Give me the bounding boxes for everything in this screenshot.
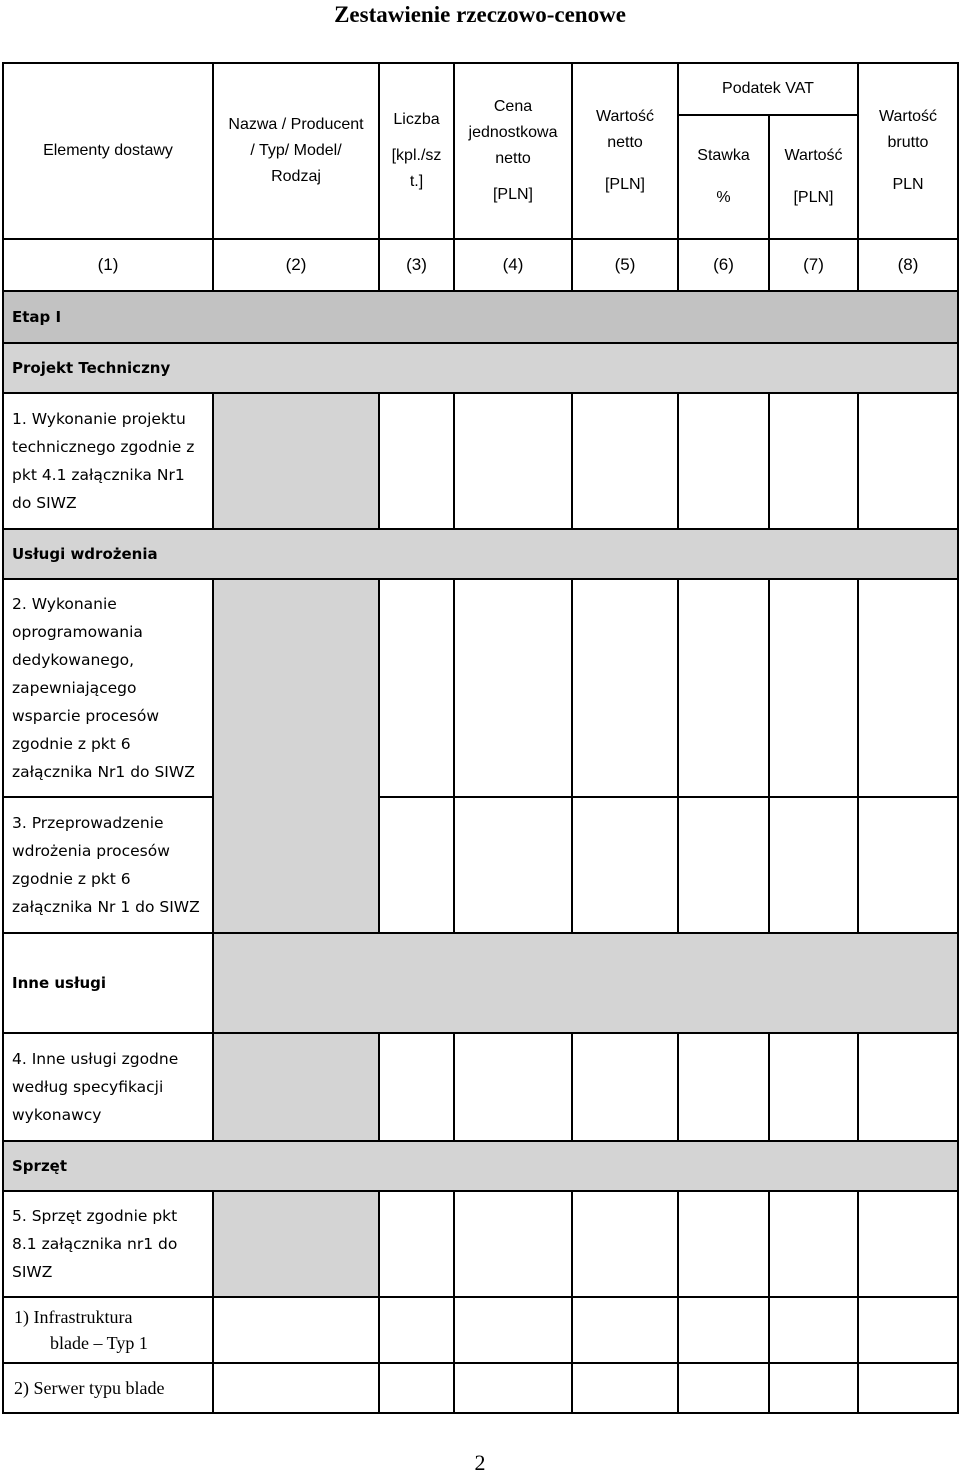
item-cell-stawka[interactable] [678,1191,769,1297]
header-wartosc-netto: Wartość netto [PLN] [572,63,678,239]
document-title: Zestawienie rzeczowo-cenowe [334,2,626,27]
table-row [3,1191,958,1297]
section-row-uslugi-wdrozenia [3,529,958,579]
table-row [3,1363,958,1413]
item-cell-liczba[interactable] [379,393,454,529]
column-number: (6) [678,239,769,291]
section-label-uslugi-wdrozenia: Usługi wdrożenia [3,529,958,579]
section-label-sprzet: Sprzęt [3,1141,958,1191]
section-row-projekt [3,343,958,393]
item-cell-cena[interactable] [454,1297,572,1363]
table-row [3,1297,958,1363]
item-cell-cena[interactable] [454,393,572,529]
item-cell-nazwa[interactable] [213,1297,379,1363]
header-nazwa: Nazwa / Producent / Typ/ Model/ Rodzaj [213,63,379,239]
item-cell-wartosc-vat[interactable] [769,1363,858,1413]
section-row-inne-uslugi [3,933,958,1033]
item-cell-wartosc-netto[interactable] [572,1297,678,1363]
item-cell-liczba[interactable] [379,797,454,933]
table-row [3,579,958,797]
item-cell-cena[interactable] [454,1033,572,1141]
header-wartosc-brutto: Wartość brutto PLN [858,63,958,239]
item-description: 5. Sprzęt zgodnie pkt 8.1 załącznika nr1 do SIWZ [3,1191,213,1297]
sub-item-description: 2) Serwer typu blade [3,1363,213,1413]
header-cena-jednostkowa: Cena jednostkowa netto [PLN] [454,63,572,239]
table-row [3,393,958,529]
item-cell-cena[interactable] [454,797,572,933]
item-cell-stawka[interactable] [678,393,769,529]
item-cell-wartosc-vat[interactable] [769,1191,858,1297]
header-row [3,63,958,115]
item-cell-wartosc-brutto[interactable] [858,393,958,529]
item-cell-wartosc-brutto[interactable] [858,1191,958,1297]
item-cell-wartosc-brutto[interactable] [858,797,958,933]
column-number: (2) [213,239,379,291]
item-cell-stawka[interactable] [678,1363,769,1413]
column-number: (7) [769,239,858,291]
column-number: (4) [454,239,572,291]
item-cell-wartosc-netto[interactable] [572,1033,678,1141]
column-number: (8) [858,239,958,291]
item-cell-wartosc-vat[interactable] [769,579,858,797]
item-cell-stawka[interactable] [678,579,769,797]
table-row [3,1033,958,1141]
item-cell-wartosc-vat[interactable] [769,393,858,529]
item-cell-wartosc-brutto[interactable] [858,1033,958,1141]
item-cell-nazwa[interactable] [213,1363,379,1413]
section-row-sprzet [3,1141,958,1191]
section-label-projekt: Projekt Techniczny [3,343,958,393]
header-stawka: Stawka % [678,115,769,239]
section-band-inne-uslugi [213,933,958,1033]
column-number: (1) [3,239,213,291]
item-cell-wartosc-netto[interactable] [572,1363,678,1413]
item-cell-wartosc-netto[interactable] [572,797,678,933]
item-cell-liczba[interactable] [379,1033,454,1141]
item-cell-wartosc-netto[interactable] [572,393,678,529]
item-cell-nazwa [213,1191,379,1297]
item-cell-liczba[interactable] [379,579,454,797]
item-cell-wartosc-brutto[interactable] [858,1363,958,1413]
item-cell-stawka[interactable] [678,1297,769,1363]
item-description: 3. Przeprowadzenie wdrożenia procesów zgodnie z pkt 6 załącznika Nr 1 do SIWZ [3,797,213,933]
item-cell-wartosc-vat[interactable] [769,797,858,933]
section-row-etap [3,291,958,343]
item-cell-wartosc-vat[interactable] [769,1297,858,1363]
header-elementy-dostawy: Elementy dostawy [3,63,213,239]
price-table [2,62,959,1414]
item-cell-cena[interactable] [454,1191,572,1297]
item-cell-wartosc-netto[interactable] [572,579,678,797]
item-cell-stawka[interactable] [678,797,769,933]
item-cell-cena[interactable] [454,579,572,797]
item-cell-stawka[interactable] [678,1033,769,1141]
column-numbers-row [3,239,958,291]
table-row [3,797,958,933]
item-cell-wartosc-brutto[interactable] [858,579,958,797]
item-cell-liczba[interactable] [379,1363,454,1413]
item-cell-nazwa [213,393,379,529]
item-cell-wartosc-vat[interactable] [769,1033,858,1141]
item-cell-nazwa [213,579,379,933]
section-label-etap: Etap I [3,291,958,343]
header-wartosc-vat: Wartość [PLN] [769,115,858,239]
section-label-inne-uslugi: Inne usługi [3,933,213,1033]
sub-item-description: 1) Infrastruktura blade – Typ 1 [3,1297,213,1363]
column-number: (3) [379,239,454,291]
item-cell-wartosc-netto[interactable] [572,1191,678,1297]
page-number: 2 [474,1450,486,1475]
column-number: (5) [572,239,678,291]
item-description: 1. Wykonanie projektu technicznego zgodnie z pkt 4.1 załącznika Nr1 do SIWZ [3,393,213,529]
item-cell-liczba[interactable] [379,1297,454,1363]
item-description: 2. Wykonanie oprogramowania dedykowanego, zapewniającego wsparcie procesów zgodnie z pkt 6 załącznika Nr1 do SIWZ [3,579,213,797]
item-description: 4. Inne usługi zgodne według specyfikacji wykonawcy [3,1033,213,1141]
item-cell-cena[interactable] [454,1363,572,1413]
item-cell-nazwa [213,1033,379,1141]
item-cell-liczba[interactable] [379,1191,454,1297]
header-liczba: Liczba [kpl./sz t.] [379,63,454,239]
item-cell-wartosc-brutto[interactable] [858,1297,958,1363]
header-podatek-vat: Podatek VAT [678,63,858,115]
